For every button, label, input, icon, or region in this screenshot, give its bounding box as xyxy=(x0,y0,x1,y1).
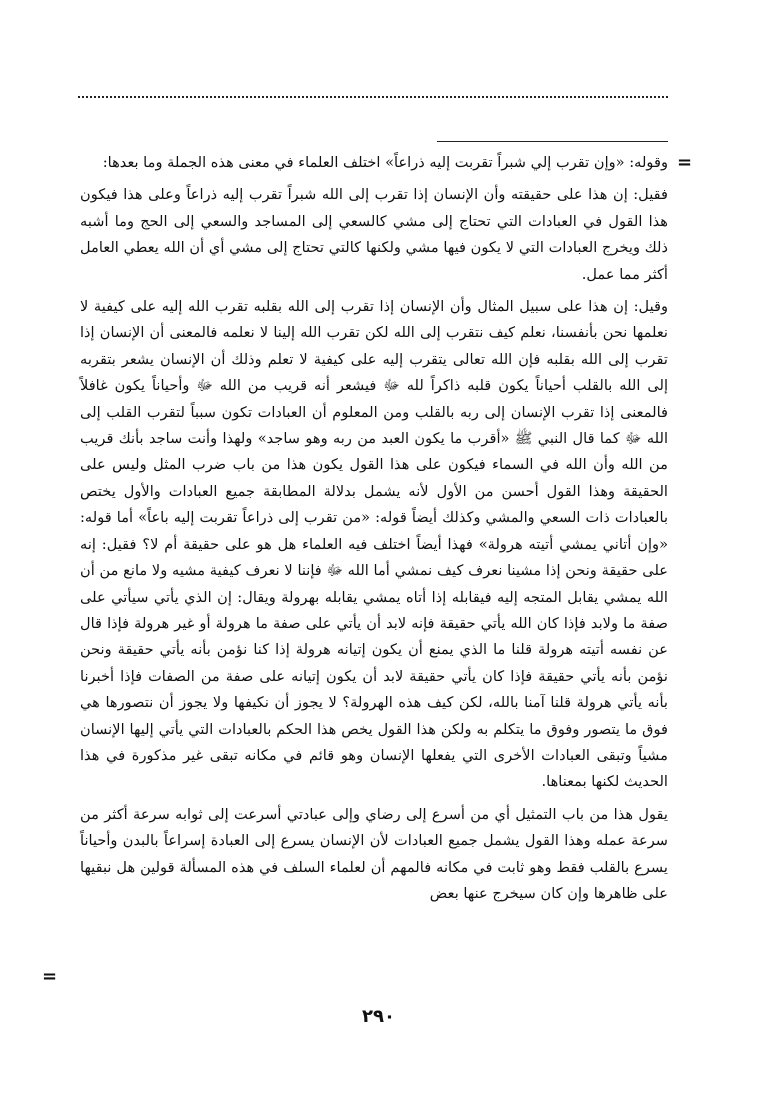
header-dotted-rule xyxy=(78,96,668,98)
footnote-separator-rule xyxy=(437,141,668,142)
continuation-mark-end: = xyxy=(42,966,58,987)
paragraph-second-view: وقيل: إن هذا على سبيل المثال وأن الإنسان إذا تقرب إلى الله بقلبه تقرب الله إليه على كيفية لا نعلمها نحن بأنفسنا، نعلم كيف نتقرب إلى الله لكن تقرب الله إلينا لا نعلمه فالمعنى أن الإنسان إذا تقرب إلى الله بقلبه فإن الله تعالى يتقرب إليه على كيفية لا تعلم وذلك أن الإنسان يشعر بتقربه إلى الله بالقلب أحياناً يكون قلبه ذاكراً لله ﷻ فيشعر أنه قريب من الله ﷻ وأحياناً يكون غافلاً فالمعنى إذا تقرب الإنسان إلى ربه بالقلب ومن المعلوم أن العبادات تكون سبباً لتقرب القلب إلى الله ﷻ كما قال النبي ﷺ «أقرب ما يكون العبد من ربه وهو ساجد» ولهذا وأنت ساجد بأنك قريب من الله وأن الله في السماء فيكون على هذا القول يكون هذا من باب ضرب المثل وليس على الحقيقة وهذا القول أحسن من الأول لأنه يشمل بدلالة المطابقة جميع العبادات والأول يختص بالعبادات ذات السعي والمشي وكذلك أيضاً قوله: «من تقرب إلى ذراعاً تقربت إليه باعاً» أما قوله: «وإن أتاني يمشي أتيته هرولة» فهذا أيضاً اختلف فيه العلماء هل هو على حقيقة أم لا؟ فقيل: إنه على حقيقة ونحن إذا مشينا نعرف كيف نمشي أما الله ﷻ فإننا لا نعرف كيفية مشيه ولا مانع من أن الله يمشي يقابل المتجه إليه فيقابله إذا أتاه يمشي يقابله بهرولة ويقال: إن الذي يأتي سيأتي على صفة ما ولابد فإذا كان الله يأتي حقيقة فإنه لابد أن يأتي على صفة ما هرولة أو غير هرولة فإذا قال عن نفسه أتيته هرولة قلنا ما الذي يمنع أن يكون إتيانه هرولة إذا كنا نؤمن بأنه يأتي حقيقة ونحن نؤمن بأنه يأتي حقيقة فإذا كان يأتي حقيقة لابد أن يكون إتيانه على صفة من الصفات فإذا أخبرنا بأنه يأتي هرولة قلنا آمنا بالله، لكن كيف هذه الهرولة؟ لا يجوز أن نكيفها ولا يجوز أن نتصورها هي فوق ما يتصور وفوق ما يتكلم به ولكن هذا القول يخص هذا الحكم بالعبادات التي يأتي إليها الإنسان مشياً وتبقى العبادات الأخرى التي يفعلها الإنسان وهو قائم في مكانه تبقى غير مذكورة في هذا الحديث لكنها بمعناها. xyxy=(80,298,668,791)
paragraph-first-view: فقيل: إن هذا على حقيقته وأن الإنسان إذا تقرب إلى الله شبراً تقرب إليه ذراعاً وعلى هذا فيكون هذا القول في العبادات التي تحتاج إلى مشي كالسعي إلى المساجد والسعي إلى الحج وما أشبه ذلك ويخرج العبادات التي لا يكون فيها مشي ولكنها كالتي تحتاج إلى مشي أي أن الله يعطي العامل أكثر مما عمل. xyxy=(80,186,668,283)
page-number: ٢٩٠ xyxy=(362,1006,395,1027)
footnote-body xyxy=(80,150,668,913)
continuation-mark-start: = xyxy=(677,152,693,173)
paragraph-intro: وقوله: «وإن تقرب إلي شبراً تقربت إليه ذراعاً» اختلف العلماء في معنى هذه الجملة وما بعدها: xyxy=(102,154,668,171)
paragraph-conclusion: يقول هذا من باب التمثيل أي من أسرع إلى رضاي وإلى عبادتي أسرعت إلى ثوابه سرعة أكثر من سرعة عمله وهذا القول يشمل جميع العبادات لأن الإنسان يسرع إلى العبادة إسراعاً بالبدن وأحياناً يسرع بالقلب فقط وهو ثابت في مكانه فالمهم أن لعلماء السلف في هذه المسألة قولين هل نبقيها على ظاهرها وإن كان سيخرج عنها بعض xyxy=(80,805,668,902)
